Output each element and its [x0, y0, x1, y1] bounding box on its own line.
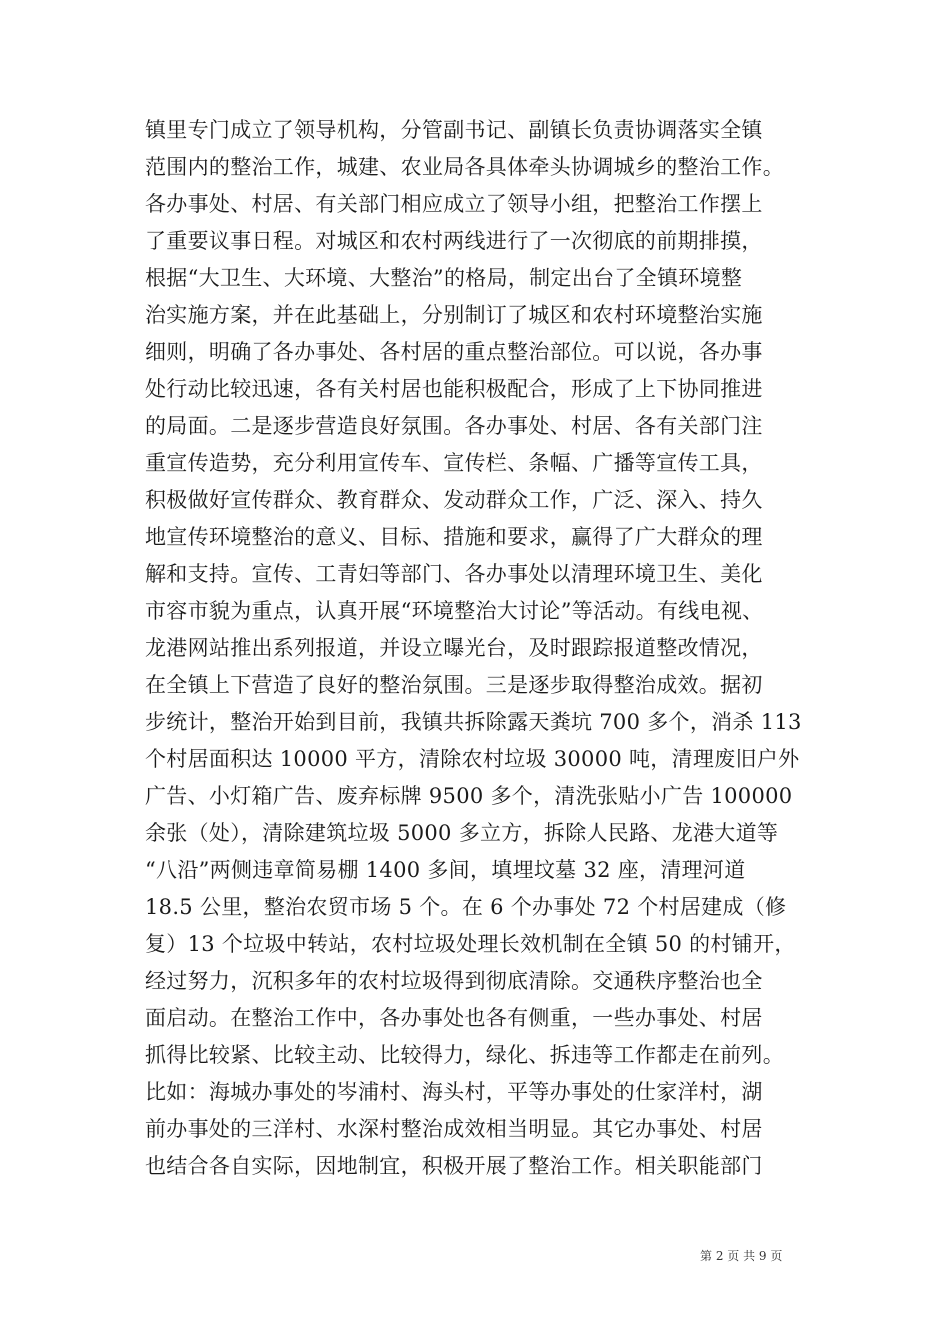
text-line: 重宣传造势，充分利用宣传车、宣传栏、条幅、广播等宣传工具， — [145, 451, 763, 475]
text-line: 18.5 公里，整治农贸市场 5 个。在 6 个办事处 72 个村居建成（修 — [145, 895, 787, 919]
text-line: 经过努力，沉积多年的农村垃圾得到彻底清除。交通秩序整治也全 — [145, 969, 763, 993]
text-line: 广告、小灯箱广告、废弃标牌 9500 多个，清洗张贴小广告 100000 — [145, 784, 793, 808]
text-line: 抓得比较紧、比较主动、比较得力，绿化、拆违等工作都走在前列。 — [145, 1043, 784, 1067]
text-line: 细则，明确了各办事处、各村居的重点整治部位。可以说，各办事 — [145, 340, 763, 364]
text-line: 解和支持。宣传、工青妇等部门、各办事处以清理环境卫生、美化 — [145, 562, 763, 586]
text-line: 个村居面积达 10000 平方，清除农村垃圾 30000 吨，清理废旧户外 — [145, 747, 800, 771]
text-line: 龙港网站推出系列报道，并设立曝光台，及时跟踪报道整改情况， — [145, 636, 763, 660]
text-line: 治实施方案，并在此基础上，分别制订了城区和农村环境整治实施 — [145, 303, 763, 327]
text-line: 处行动比较迅速，各有关村居也能积极配合，形成了上下协同推进 — [145, 377, 763, 401]
text-line: 地宣传环境整治的意义、目标、措施和要求，赢得了广大群众的理 — [145, 525, 763, 549]
text-line: 范围内的整治工作，城建、农业局各具体牵头协调城乡的整治工作。 — [145, 155, 784, 179]
text-line: 各办事处、村居、有关部门相应成立了领导小组，把整治工作摆上 — [145, 192, 763, 216]
text-line: 前办事处的三洋村、水深村整治成效相当明显。其它办事处、村居 — [145, 1117, 763, 1141]
page-number-footer: 第 2 页 共 9 页 — [700, 1249, 783, 1263]
text-line: 步统计，整治开始到目前，我镇共拆除露天粪坑 700 多个，消杀 113 — [145, 710, 802, 734]
text-line: 余张（处），清除建筑垃圾 5000 多立方，拆除人民路、龙港大道等 — [145, 821, 779, 845]
text-line: 也结合各自实际，因地制宜，积极开展了整治工作。相关职能部门 — [145, 1154, 763, 1178]
text-line: 积极做好宣传群众、教育群众、发动群众工作，广泛、深入、持久 — [145, 488, 763, 512]
text-line: 比如：海城办事处的岑浦村、海头村，平等办事处的仕家洋村，湖 — [145, 1080, 763, 1104]
text-line: 市容市貌为重点，认真开展“环境整治大讨论”等活动。有线电视、 — [145, 599, 764, 623]
text-line: “八沿”两侧违章简易棚 1400 多间，填埋坟墓 32 座，清理河道 — [145, 858, 746, 882]
body-paragraph — [145, 112, 835, 1185]
text-line: 镇里专门成立了领导机构，分管副书记、副镇长负责协调落实全镇 — [145, 118, 763, 142]
text-line: 面启动。在整治工作中，各办事处也各有侧重，一些办事处、村居 — [145, 1006, 763, 1030]
text-line: 在全镇上下营造了良好的整治氛围。三是逐步取得整治成效。据初 — [145, 673, 763, 697]
text-line: 的局面。二是逐步营造良好氛围。各办事处、村居、各有关部门注 — [145, 414, 763, 438]
text-line: 根据“大卫生、大环境、大整治”的格局，制定出台了全镇环境整 — [145, 266, 743, 290]
text-line: 复）13 个垃圾中转站，农村垃圾处理长效机制在全镇 50 的村铺开， — [145, 932, 796, 956]
text-line: 了重要议事日程。对城区和农村两线进行了一次彻底的前期排摸， — [145, 229, 763, 253]
